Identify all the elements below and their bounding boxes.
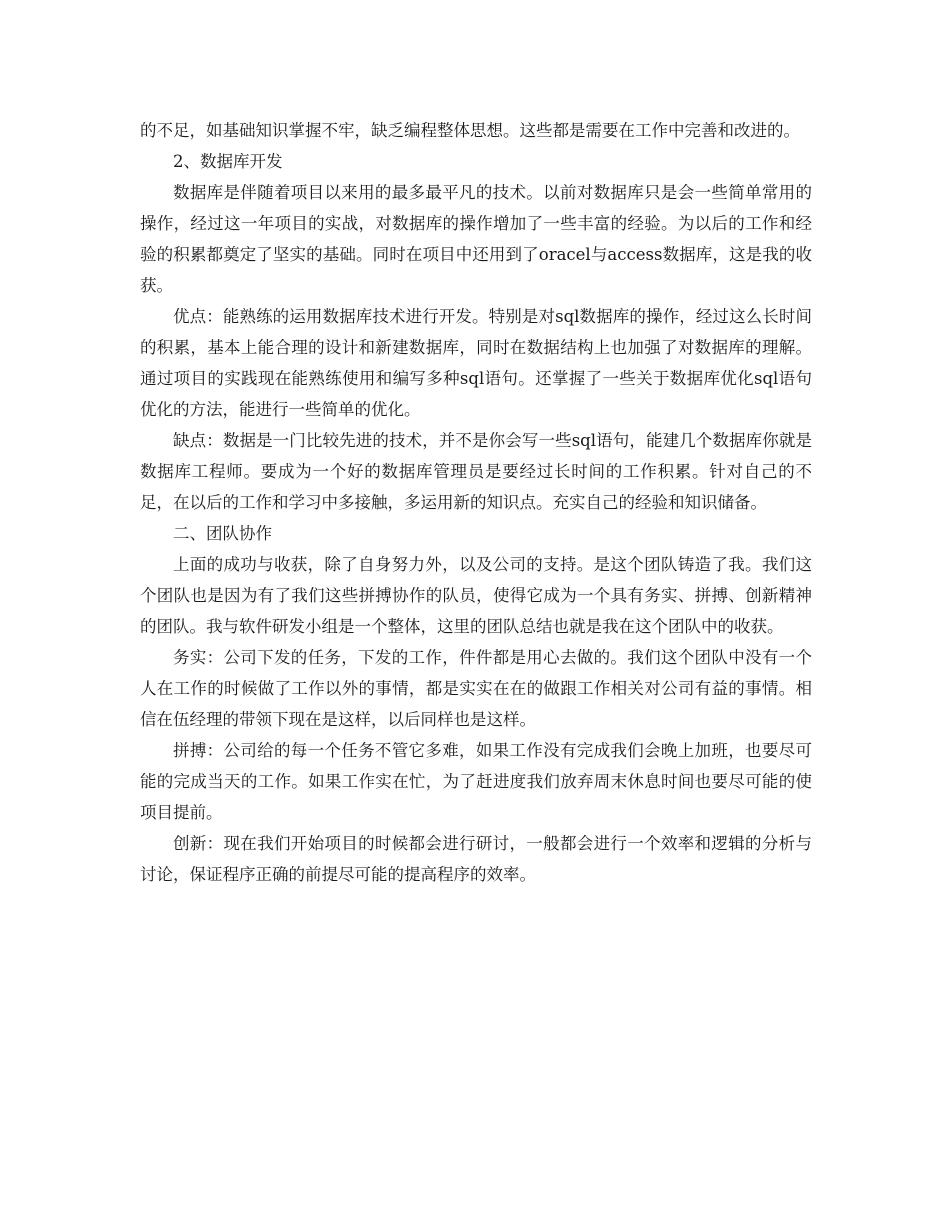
- paragraph-advantages: 优点：能熟练的运用数据库技术进行开发。特别是对sql数据库的操作，经过这么长时间的积累，基本上能合理的设计和新建数据库，同时在数据结构上也加强了对数据库的理解。通过项目的实践现在能熟练使用和编写多种sql语句。还掌握了一些关于数据库优化sql语句优化的方法，能进行一些简单的优化。: [140, 307, 812, 419]
- paragraph-database-intro: 数据库是伴随着项目以来用的最多最平凡的技术。以前对数据库只是会一些简单常用的操作，经过这一年项目的实战，对数据库的操作增加了一些丰富的经验。为以后的工作和经验的积累都奠定了坚实的基础。同时在项目中还用到了oracel与access数据库，这是我的收获。: [140, 183, 812, 295]
- paragraph-innovation: 创新：现在我们开始项目的时候都会进行研讨，一般都会进行一个效率和逻辑的分析与讨论，保证程序正确的前提尽可能的提高程序的效率。: [140, 834, 812, 884]
- paragraph-hard-work: 拼搏：公司给的每一个任务不管它多难，如果工作没有完成我们会晚上加班，也要尽可能的完成当天的工作。如果工作实在忙，为了赶进度我们放弃周末休息时间也要尽可能的使项目提前。: [140, 741, 812, 822]
- paragraph-continuation: 的不足，如基础知识掌握不牢，缺乏编程整体思想。这些都是需要在工作中完善和改进的。: [140, 121, 800, 140]
- document-body: [140, 115, 812, 890]
- paragraph-disadvantages: 缺点：数据是一门比较先进的技术，并不是你会写一些sql语句，能建几个数据库你就是数据库工程师。要成为一个好的数据库管理员是要经过长时间的工作积累。针对自己的不足，在以后的工作和学习中多接触，多运用新的知识点。充实自己的经验和知识储备。: [140, 431, 812, 512]
- paragraph-team-intro: 上面的成功与收获，除了自身努力外，以及公司的支持。是这个团队铸造了我。我们这个团队也是因为有了我们这些拼搏协作的队员，使得它成为一个具有务实、拼搏、创新精神的团队。我与软件研发小组是一个整体，这里的团队总结也就是我在这个团队中的收获。: [140, 555, 812, 636]
- section-heading-database-dev: 2、数据库开发: [173, 152, 283, 171]
- section-heading-teamwork: 二、团队协作: [173, 524, 272, 543]
- paragraph-pragmatic: 务实：公司下发的任务，下发的工作，件件都是用心去做的。我们这个团队中没有一个人在工作的时候做了工作以外的事情，都是实实在在的做跟工作相关对公司有益的事情。相信在伍经理的带领下现在是这样，以后同样也是这样。: [140, 648, 812, 729]
